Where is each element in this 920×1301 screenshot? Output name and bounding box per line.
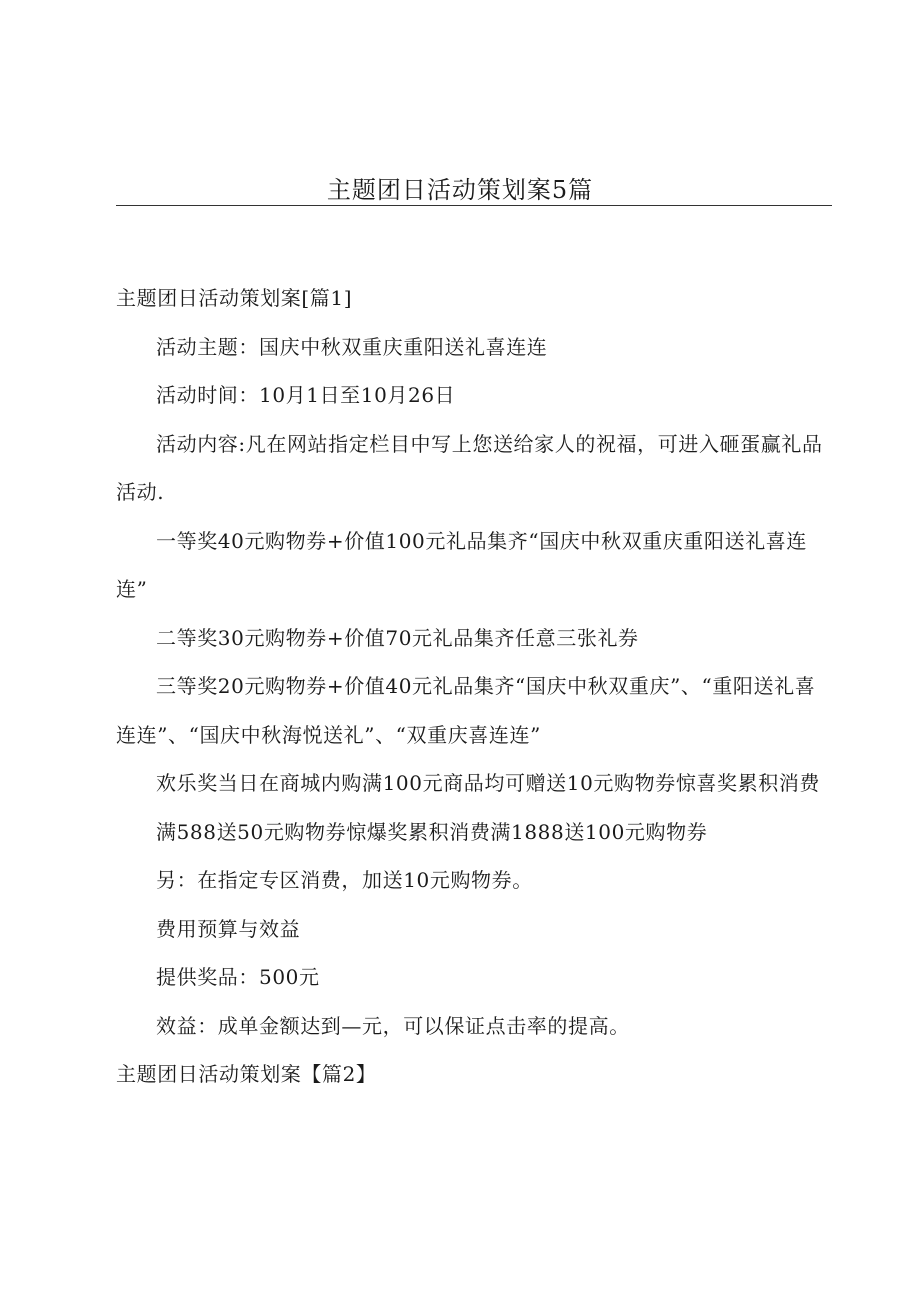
section-heading-1: 主题团日活动策划案[篇1]	[116, 286, 353, 310]
paragraph-extra-bonus: 另：在指定专区消费，加送10元购物券。	[156, 868, 533, 892]
title-underline	[116, 205, 832, 206]
document-body	[116, 274, 832, 1099]
paragraph-joy-prize: 欢乐奖当日在商城内购满100元商品均可赠送10元购物券惊喜奖累积消费满588送50元购物券惊爆奖累积消费满1888送100元购物券	[156, 771, 821, 844]
paragraph-second-prize: 二等奖30元购物券+价值70元礼品集齐任意三张礼券	[156, 625, 639, 650]
paragraph-third-prize: 三等奖20元购物券+价值40元礼品集齐“国庆中秋双重庆”、“重阳送礼喜连连”、“国庆中秋海悦送礼”、“双重庆喜连连”	[116, 674, 816, 747]
section-heading-2: 主题团日活动策划案【篇2】	[116, 1062, 377, 1086]
paragraph-prizes-provided: 提供奖品：500元	[156, 965, 320, 989]
paragraph-budget-heading: 费用预算与效益	[156, 916, 301, 941]
paragraph-benefit: 效益：成单金额达到—元，可以保证点击率的提高。	[156, 1013, 630, 1038]
paragraph-activity-content: 活动内容:凡在网站指定栏目中写上您送给家人的祝福，可进入砸蛋赢礼品活动.	[116, 431, 823, 504]
paragraph-first-prize: 一等奖40元购物券+价值100元礼品集齐“国庆中秋双重庆重阳送礼喜连连”	[116, 528, 808, 601]
document-title: 主题团日活动策划案5篇	[326, 176, 594, 204]
paragraph-activity-theme: 活动主题：国庆中秋双重庆重阳送礼喜连连	[156, 334, 548, 359]
paragraph-activity-time: 活动时间：10月1日至10月26日	[156, 383, 456, 407]
